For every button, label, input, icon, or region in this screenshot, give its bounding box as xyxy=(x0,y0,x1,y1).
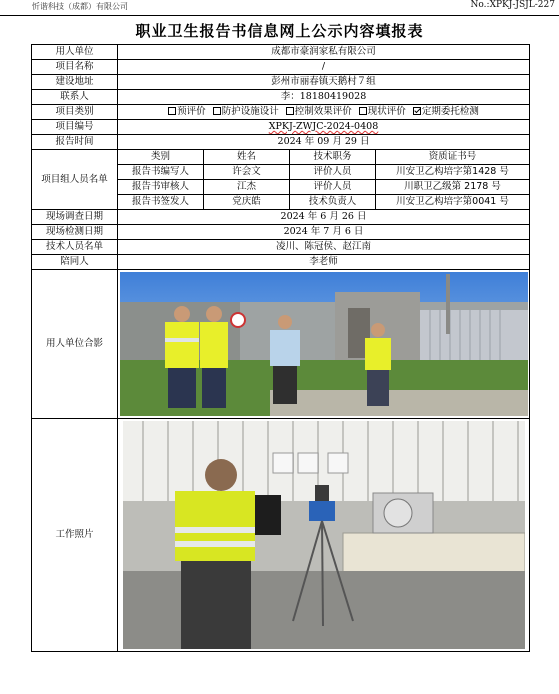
team-header-category: 类别 xyxy=(118,150,204,165)
survey-date-label: 现场调查日期 xyxy=(32,210,118,225)
team-name: 江杰 xyxy=(204,180,290,195)
row-project-no xyxy=(32,120,530,135)
team-role: 报告书审核人 xyxy=(118,180,204,195)
contact-value: 李：18180419028 xyxy=(118,90,530,105)
group-photo-label: 用人单位合影 xyxy=(32,270,118,419)
row-address xyxy=(32,75,530,90)
group-photo-image xyxy=(120,272,528,416)
page-title: 职业卫生报告书信息网上公示内容填报表 xyxy=(135,22,424,40)
team-header-name: 姓名 xyxy=(204,150,290,165)
option-protection-design[interactable]: 防护设施设计 xyxy=(213,106,279,117)
row-team-header xyxy=(32,150,530,165)
address-label: 建设地址 xyxy=(32,75,118,90)
option-status-evaluation[interactable]: 现状评价 xyxy=(359,106,406,117)
project-no-label: 项目编号 xyxy=(32,120,118,135)
row-employer xyxy=(32,45,530,60)
checkbox-icon[interactable] xyxy=(213,107,221,115)
contact-label: 联系人 xyxy=(32,90,118,105)
project-no-value: XPKJ-ZWJC-2024-0408 xyxy=(268,121,379,132)
report-time-label: 报告时间 xyxy=(32,135,118,150)
team-label: 项目组人员名单 xyxy=(32,150,118,210)
report-time-value: 2024 年 09 月 29 日 xyxy=(118,135,530,150)
project-type-label: 项目类别 xyxy=(32,105,118,120)
team-certificate: 川安卫乙构培字第1428 号 xyxy=(376,165,530,180)
test-date-label: 现场检测日期 xyxy=(32,225,118,240)
row-test-date xyxy=(32,225,530,240)
test-date-value: 2024 年 7 月 6 日 xyxy=(118,225,530,240)
work-photo-image xyxy=(123,421,525,649)
company-name: 忻谐科技（成都）有限公司 xyxy=(32,2,128,11)
option-periodic-testing[interactable]: 定期委托检测 xyxy=(413,106,479,117)
row-survey-date xyxy=(32,210,530,225)
survey-date-value: 2024 年 6 月 26 日 xyxy=(118,210,530,225)
row-technicians xyxy=(32,240,530,255)
employer-value: 成都市豪润家私有限公司 xyxy=(118,45,530,60)
team-title: 技术负责人 xyxy=(290,195,376,210)
row-project-name xyxy=(32,60,530,75)
disclosure-form-table xyxy=(31,44,530,652)
team-header-certificate: 资质证书号 xyxy=(376,150,530,165)
checkbox-checked-icon[interactable] xyxy=(413,107,421,115)
checkbox-icon[interactable] xyxy=(359,107,367,115)
row-group-photo xyxy=(32,270,530,419)
project-type-options xyxy=(118,105,530,120)
row-work-photo xyxy=(32,419,530,652)
option-pre-evaluation[interactable]: 预评价 xyxy=(168,106,206,117)
work-photo-label: 工作照片 xyxy=(32,419,118,652)
team-certificate: 川安卫乙构培字第0041 号 xyxy=(376,195,530,210)
team-header-title: 技术职务 xyxy=(290,150,376,165)
team-role: 报告书编写人 xyxy=(118,165,204,180)
escort-value: 李老师 xyxy=(118,255,530,270)
team-name: 许会文 xyxy=(204,165,290,180)
project-name-label: 项目名称 xyxy=(32,60,118,75)
employer-label: 用人单位 xyxy=(32,45,118,60)
row-contact xyxy=(32,90,530,105)
row-project-type xyxy=(32,105,530,120)
row-report-time xyxy=(32,135,530,150)
team-certificate: 川职卫乙级第 2178 号 xyxy=(376,180,530,195)
technicians-label: 技术人员名单 xyxy=(32,240,118,255)
team-title: 评价人员 xyxy=(290,165,376,180)
checkbox-icon[interactable] xyxy=(168,107,176,115)
technicians-value: 凌川、陈冠侯、赵江南 xyxy=(118,240,530,255)
checkbox-icon[interactable] xyxy=(286,107,294,115)
page-header xyxy=(0,0,559,16)
team-name: 党庆皓 xyxy=(204,195,290,210)
team-title: 评价人员 xyxy=(290,180,376,195)
team-role: 报告书签发人 xyxy=(118,195,204,210)
row-escort xyxy=(32,255,530,270)
document-number: No.:XPKJ-JSJL-227 xyxy=(470,0,555,10)
escort-label: 陪同人 xyxy=(32,255,118,270)
option-control-effect[interactable]: 控制效果评价 xyxy=(286,106,352,117)
address-value: 彭州市丽春镇天鹅村７组 xyxy=(118,75,530,90)
project-name-value: / xyxy=(118,60,530,75)
